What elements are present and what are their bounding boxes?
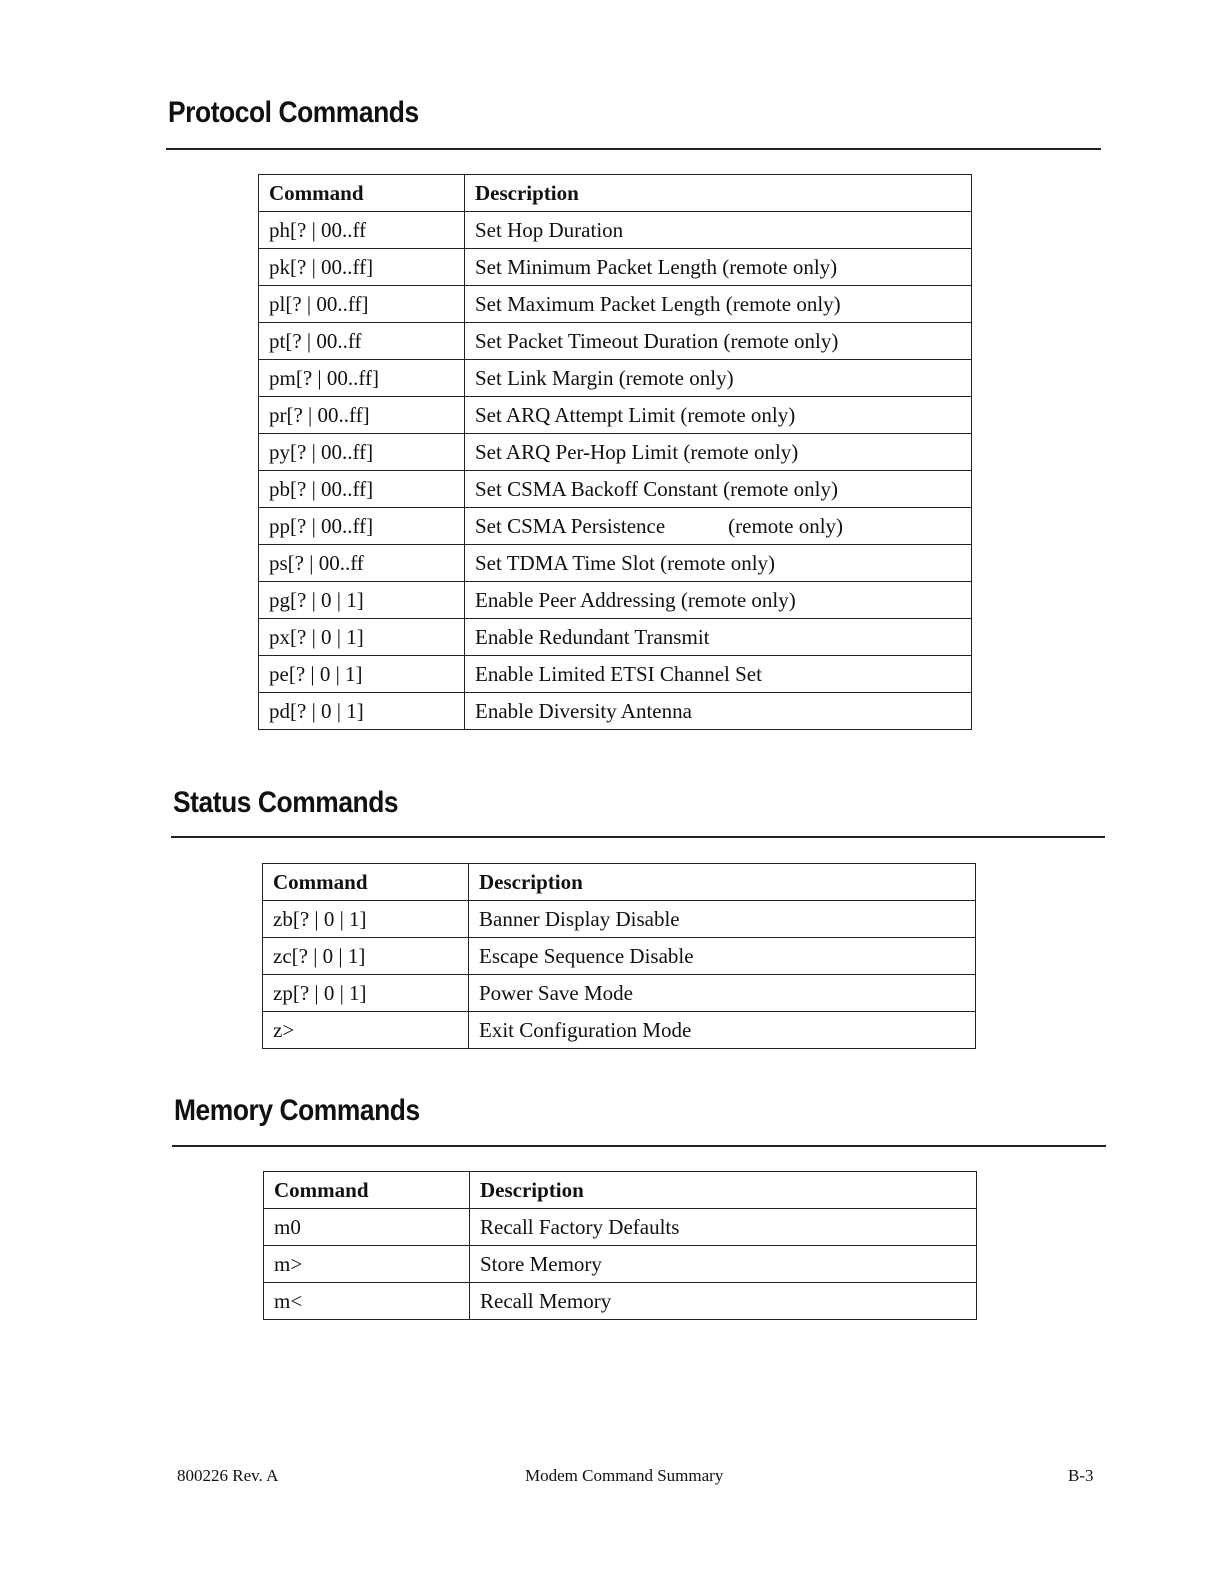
status-commands-heading: Status Commands: [173, 786, 399, 819]
table-row: [259, 360, 972, 397]
table-row: [264, 1246, 977, 1283]
table-row: [264, 1283, 977, 1320]
table-row: [259, 471, 972, 508]
description-cell: Escape Sequence Disable: [469, 938, 976, 975]
command-cell: pt[? | 00..ff: [259, 323, 465, 360]
description-cell: Set Link Margin (remote only): [465, 360, 972, 397]
description-column-header: Description: [465, 175, 972, 212]
table-row: [259, 582, 972, 619]
footer-title: Modem Command Summary: [525, 1466, 724, 1485]
table-row: [259, 434, 972, 471]
description-cell: Set CSMA Persistence (remote only): [465, 508, 972, 545]
description-cell: Recall Memory: [470, 1283, 977, 1320]
table-row: [263, 1012, 976, 1049]
footer-page-number: B-3: [1068, 1466, 1094, 1485]
command-cell: zp[? | 0 | 1]: [263, 975, 469, 1012]
command-cell: m<: [264, 1283, 470, 1320]
command-cell: pb[? | 00..ff]: [259, 471, 465, 508]
status-heading-rule: [171, 836, 1105, 838]
table-row: [259, 656, 972, 693]
description-cell: Set Minimum Packet Length (remote only): [465, 249, 972, 286]
memory-heading-rule: [172, 1145, 1106, 1147]
memory-commands-table: [263, 1171, 977, 1320]
command-cell: zc[? | 0 | 1]: [263, 938, 469, 975]
description-cell: Store Memory: [470, 1246, 977, 1283]
memory-commands-heading: Memory Commands: [174, 1094, 420, 1127]
command-cell: m>: [264, 1246, 470, 1283]
command-cell: px[? | 0 | 1]: [259, 619, 465, 656]
description-cell: Enable Diversity Antenna: [465, 693, 972, 730]
description-cell: Set Packet Timeout Duration (remote only): [465, 323, 972, 360]
command-cell: pl[? | 00..ff]: [259, 286, 465, 323]
table-row: [259, 397, 972, 434]
description-cell: Set ARQ Per-Hop Limit (remote only): [465, 434, 972, 471]
table-row: [259, 619, 972, 656]
table-row: [263, 975, 976, 1012]
description-cell: Set CSMA Backoff Constant (remote only): [465, 471, 972, 508]
command-cell: pd[? | 0 | 1]: [259, 693, 465, 730]
command-cell: ps[? | 00..ff: [259, 545, 465, 582]
description-column-header: Description: [470, 1172, 977, 1209]
table-row: [259, 323, 972, 360]
table-row: [259, 545, 972, 582]
command-cell: pe[? | 0 | 1]: [259, 656, 465, 693]
description-cell: Power Save Mode: [469, 975, 976, 1012]
description-cell: Enable Redundant Transmit: [465, 619, 972, 656]
table-header-row: [264, 1172, 977, 1209]
status-commands-table: [262, 863, 976, 1049]
description-cell: Set ARQ Attempt Limit (remote only): [465, 397, 972, 434]
command-cell: pm[? | 00..ff]: [259, 360, 465, 397]
description-cell: Set TDMA Time Slot (remote only): [465, 545, 972, 582]
command-cell: pg[? | 0 | 1]: [259, 582, 465, 619]
table-row: [259, 693, 972, 730]
table-row: [263, 901, 976, 938]
table-row: [259, 508, 972, 545]
protocol-rows: [259, 212, 972, 730]
command-cell: zb[? | 0 | 1]: [263, 901, 469, 938]
command-cell: z>: [263, 1012, 469, 1049]
footer-doc-number: 800226 Rev. A: [177, 1466, 279, 1485]
protocol-commands-heading: Protocol Commands: [168, 96, 419, 129]
description-cell: Exit Configuration Mode: [469, 1012, 976, 1049]
description-cell: Enable Limited ETSI Channel Set: [465, 656, 972, 693]
table-row: [259, 286, 972, 323]
description-cell: Banner Display Disable: [469, 901, 976, 938]
table-row: [263, 938, 976, 975]
description-cell: Enable Peer Addressing (remote only): [465, 582, 972, 619]
protocol-commands-table: [258, 174, 972, 730]
command-column-header: Command: [264, 1172, 470, 1209]
command-cell: m0: [264, 1209, 470, 1246]
table-header-row: [263, 864, 976, 901]
table-row: [259, 249, 972, 286]
command-cell: pk[? | 00..ff]: [259, 249, 465, 286]
table-header-row: [259, 175, 972, 212]
description-cell: Set Maximum Packet Length (remote only): [465, 286, 972, 323]
table-row: [264, 1209, 977, 1246]
status-rows: [263, 901, 976, 1049]
table-row: [259, 212, 972, 249]
description-cell: Recall Factory Defaults: [470, 1209, 977, 1246]
description-column-header: Description: [469, 864, 976, 901]
command-column-header: Command: [263, 864, 469, 901]
command-cell: py[? | 00..ff]: [259, 434, 465, 471]
command-column-header: Command: [259, 175, 465, 212]
memory-rows: [264, 1209, 977, 1320]
command-cell: pp[? | 00..ff]: [259, 508, 465, 545]
command-cell: pr[? | 00..ff]: [259, 397, 465, 434]
description-cell: Set Hop Duration: [465, 212, 972, 249]
command-cell: ph[? | 00..ff: [259, 212, 465, 249]
protocol-heading-rule: [166, 148, 1101, 150]
